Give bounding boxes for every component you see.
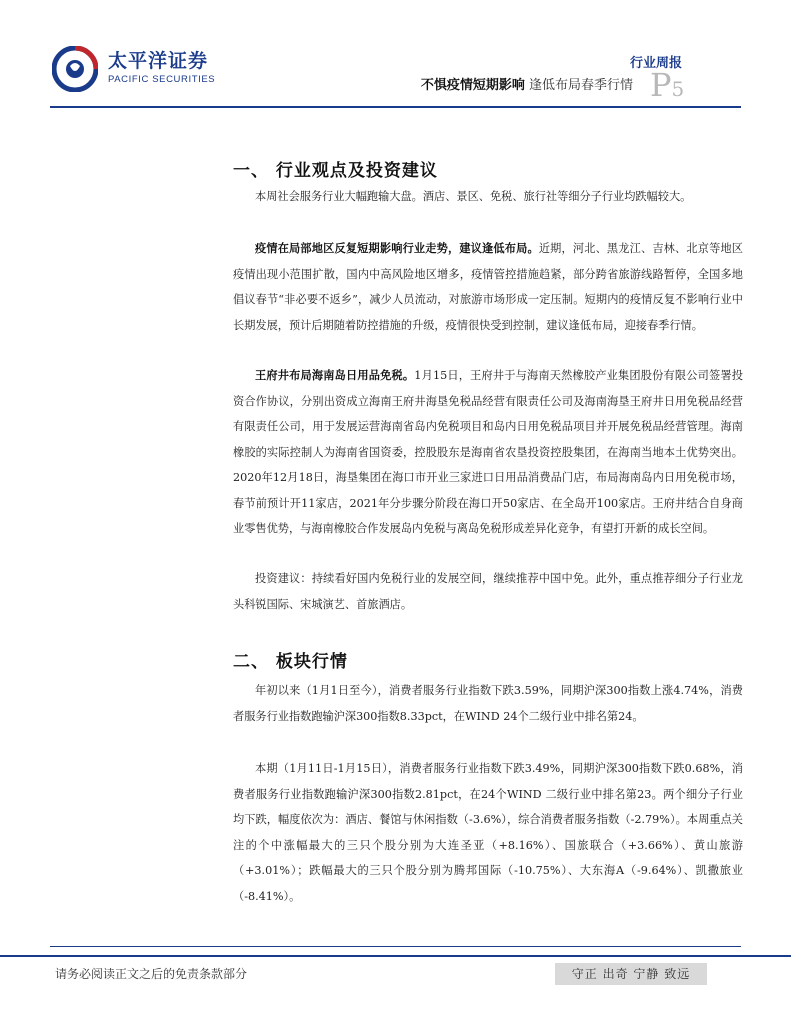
section-1-paragraph-2: [233, 236, 743, 338]
report-title-sub: 逢低布局春季行情: [524, 78, 633, 93]
page-prefix: P: [650, 66, 672, 104]
report-title-bold: 不惧疫情短期影响: [420, 78, 525, 93]
footer-disclaimer: 请务必阅读正文之后的免责条款部分: [55, 967, 248, 981]
section-2-heading: 二、 板块行情: [233, 652, 348, 672]
footer-motto: 守正 出奇 宁静 致远: [555, 963, 707, 985]
footer-divider-thin: [50, 946, 741, 947]
page-number: [650, 66, 684, 104]
pacific-logo-icon: [52, 46, 98, 92]
page-number-value: 5: [671, 77, 685, 101]
report-type: 行业周报: [629, 56, 682, 71]
section-1-paragraph-1: 本周社会服务行业大幅跑输大盘。酒店、景区、免税、旅行社等细分子行业均跌幅较大。: [255, 190, 692, 203]
company-logo: [52, 44, 216, 94]
section-1-paragraph-3: [233, 363, 743, 542]
section-2-paragraph-1: 年初以来（1月1日至今），消费者服务行业指数下跌3.59%，同期沪深300指数上涨4.74%，消费者服务行业指数跑输沪深300指数8.33pct，在WIND 24个二级行业中排名第24。: [233, 684, 743, 723]
logo-text-cn: 太平洋证券: [108, 50, 209, 72]
paragraph-2-body: 近期，河北、黑龙江、吉林、北京等地区疫情出现小范围扩散，国内中高风险地区增多，疫情管控措施趋紧，部分跨省旅游线路暂停，全国多地倡议春节“非必要不返乡”，减少人员流动，对旅游市场形成一定压制。短期内的疫情反复不影响行业中长期发展，预计后期随着防控措施的升级，疫情很快受到控制，建议逢低布局，迎接春季行情。: [233, 242, 743, 332]
paragraph-3-body: 1月15日，王府井于与海南天然橡胶产业集团股份有限公司签署投资合作协议，分别出资成立海南王府井海垦免税品经营有限责任公司及海南海垦王府井日用免税品经营有限责任公司，用于发展运营海南省岛内免税项目和岛内日用免税品项目并开展免税品经营管理。海南橡胶的实际控制人为海南省国资委，控股股东是海南省农垦投资控股集团，在海南当地本土优势突出。2020年12月18日，海垦集团在海口市开业三家进口日用品消费品门店，布局海南岛内日用免税市场，春节前预计开11家店，2021年分步骤分阶段在海口开50家店、在全岛开100家店。王府井结合自身商业零售优势，与海南橡胶合作发展岛内免税与离岛免税形成差异化竞争，有望打开新的成长空间。: [233, 369, 743, 535]
section-1-heading: 一、 行业观点及投资建议: [233, 161, 438, 181]
paragraph-3-lead: 王府井布局海南岛日用品免税。: [255, 369, 415, 382]
report-title: [421, 74, 633, 93]
section-2-paragraph-2: 本期（1月11日-1月15日），消费者服务行业指数下跌3.49%，同期沪深300指数下跌0.68%，消费者服务行业指数跑输沪深300指数2.81pct，在24个WIND 二级行业中排名第23。两个细分子行业均下跌，幅度依次为：酒店、餐馆与休闲指数（-3.6%），综合消费者服务指数（-2.79%）。本周重点关注的个中涨幅最大的三只个股分别为大连圣亚（+8.16%）、国旅联合（+3.66%）、黄山旅游（+3.01%）；跌幅最大的三只个股分别为腾邦国际（-10.75%）、大东海A（-9.64%）、凯撒旅业（-8.41%）。: [233, 762, 743, 903]
header-divider: [50, 106, 741, 108]
paragraph-2-lead: 疫情在局部地区反复短期影响行业走势，建议逢低布局。: [255, 242, 539, 255]
footer-divider-thick: [0, 955, 791, 957]
section-1-paragraph-4: 投资建议：持续看好国内免税行业的发展空间，继续推荐中国中免。此外，重点推荐细分子行业龙头科锐国际、宋城演艺、首旅酒店。: [233, 572, 743, 611]
logo-text-en: PACIFIC SECURITIES: [108, 74, 216, 85]
